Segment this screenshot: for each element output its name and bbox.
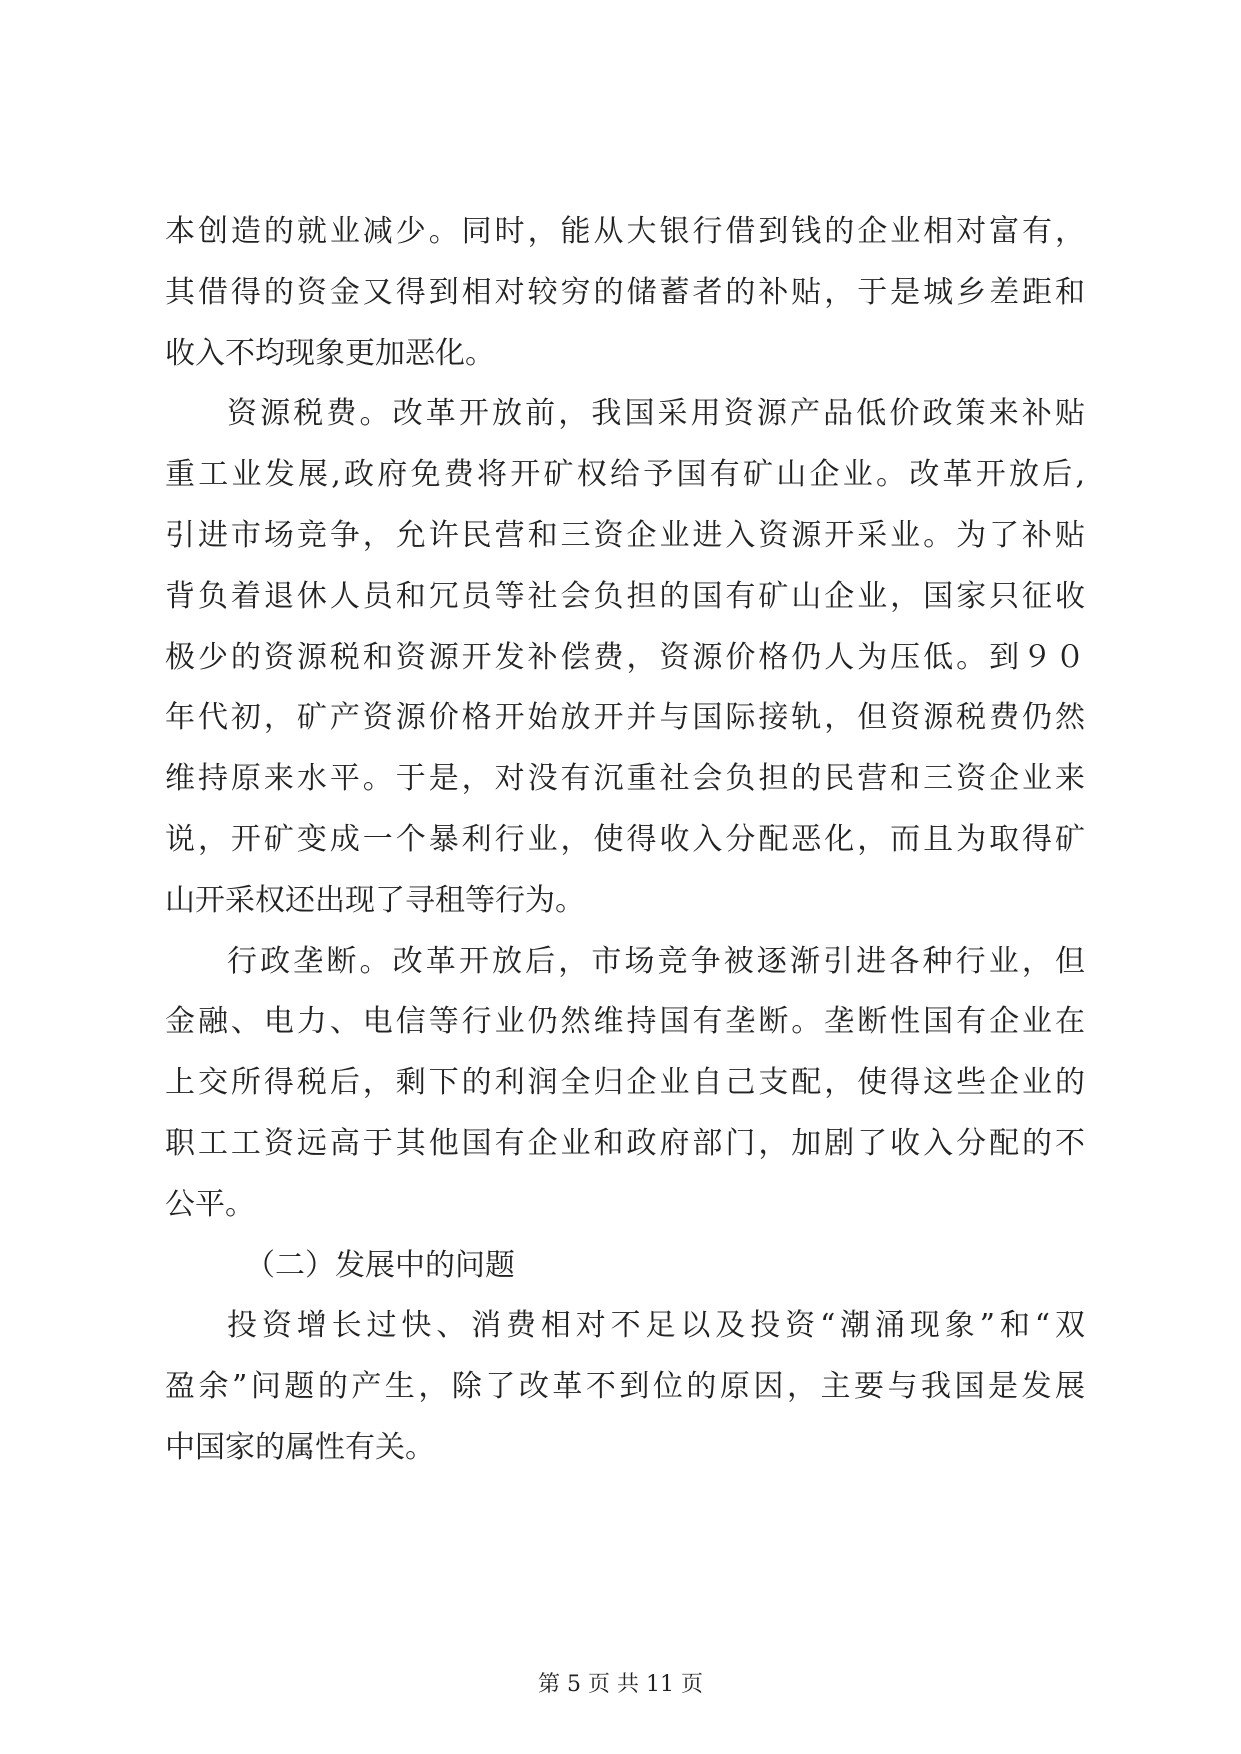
text-line: 背负着退休人员和冗员等社会负担的国有矿山企业，国家只征收 [165,578,1085,614]
text-line: 山开采权还出现了寻租等行为。 [165,882,585,918]
text-line: 职工工资远高于其他国有企业和政府部门，加剧了收入分配的不 [165,1125,1085,1161]
text-line: 维持原来水平。于是，对没有沉重社会负担的民营和三资企业来 [165,761,1085,797]
text-line: 极少的资源税和资源开发补偿费，资源价格仍人为压低。到９０ [165,639,1085,675]
text-line: 上交所得税后，剩下的利润全归企业自己支配，使得这些企业的 [165,1065,1085,1101]
text-line: 引进市场竞争，允许民营和三资企业进入资源开采业。为了补贴 [165,517,1085,553]
text-line: 说，开矿变成一个暴利行业，使得收入分配恶化，而且为取得矿 [165,821,1085,857]
paragraph-administrative-monopoly-start: 行政垄断。改革开放后，市场竞争被逐渐引进各种行业，但 [227,943,1085,979]
paragraph-resource-tax-start: 资源税费。改革开放前，我国采用资源产品低价政策来补贴 [227,396,1085,432]
text-line: 其借得的资金又得到相对较穷的储蓄者的补贴，于是城乡差距和 [165,274,1085,310]
section-heading: （二）发展中的问题 [245,1247,515,1283]
text-line: 盈余”问题的产生，除了改革不到位的原因，主要与我国是发展 [165,1369,1085,1405]
text-line: 金融、电力、电信等行业仍然维持国有垄断。垄断性国有企业在 [165,1004,1085,1040]
paragraph-investment-start: 投资增长过快、消费相对不足以及投资“潮涌现象”和“双 [227,1308,1085,1344]
page-number-footer: 第 5 页 共 11 页 [538,1672,703,1697]
text-line: 中国家的属性有关。 [165,1429,435,1465]
body-text [165,202,1085,1479]
text-line: 本创造的就业减少。同时，能从大银行借到钱的企业相对富有， [165,214,1085,249]
text-line: 重工业发展,政府免费将开矿权给予国有矿山企业。改革开放后, [165,457,1085,493]
text-line: 年代初，矿产资源价格开始放开并与国际接轨，但资源税费仍然 [165,700,1085,736]
text-line: 收入不均现象更加恶化。 [165,335,495,371]
text-line: 公平。 [165,1186,255,1222]
